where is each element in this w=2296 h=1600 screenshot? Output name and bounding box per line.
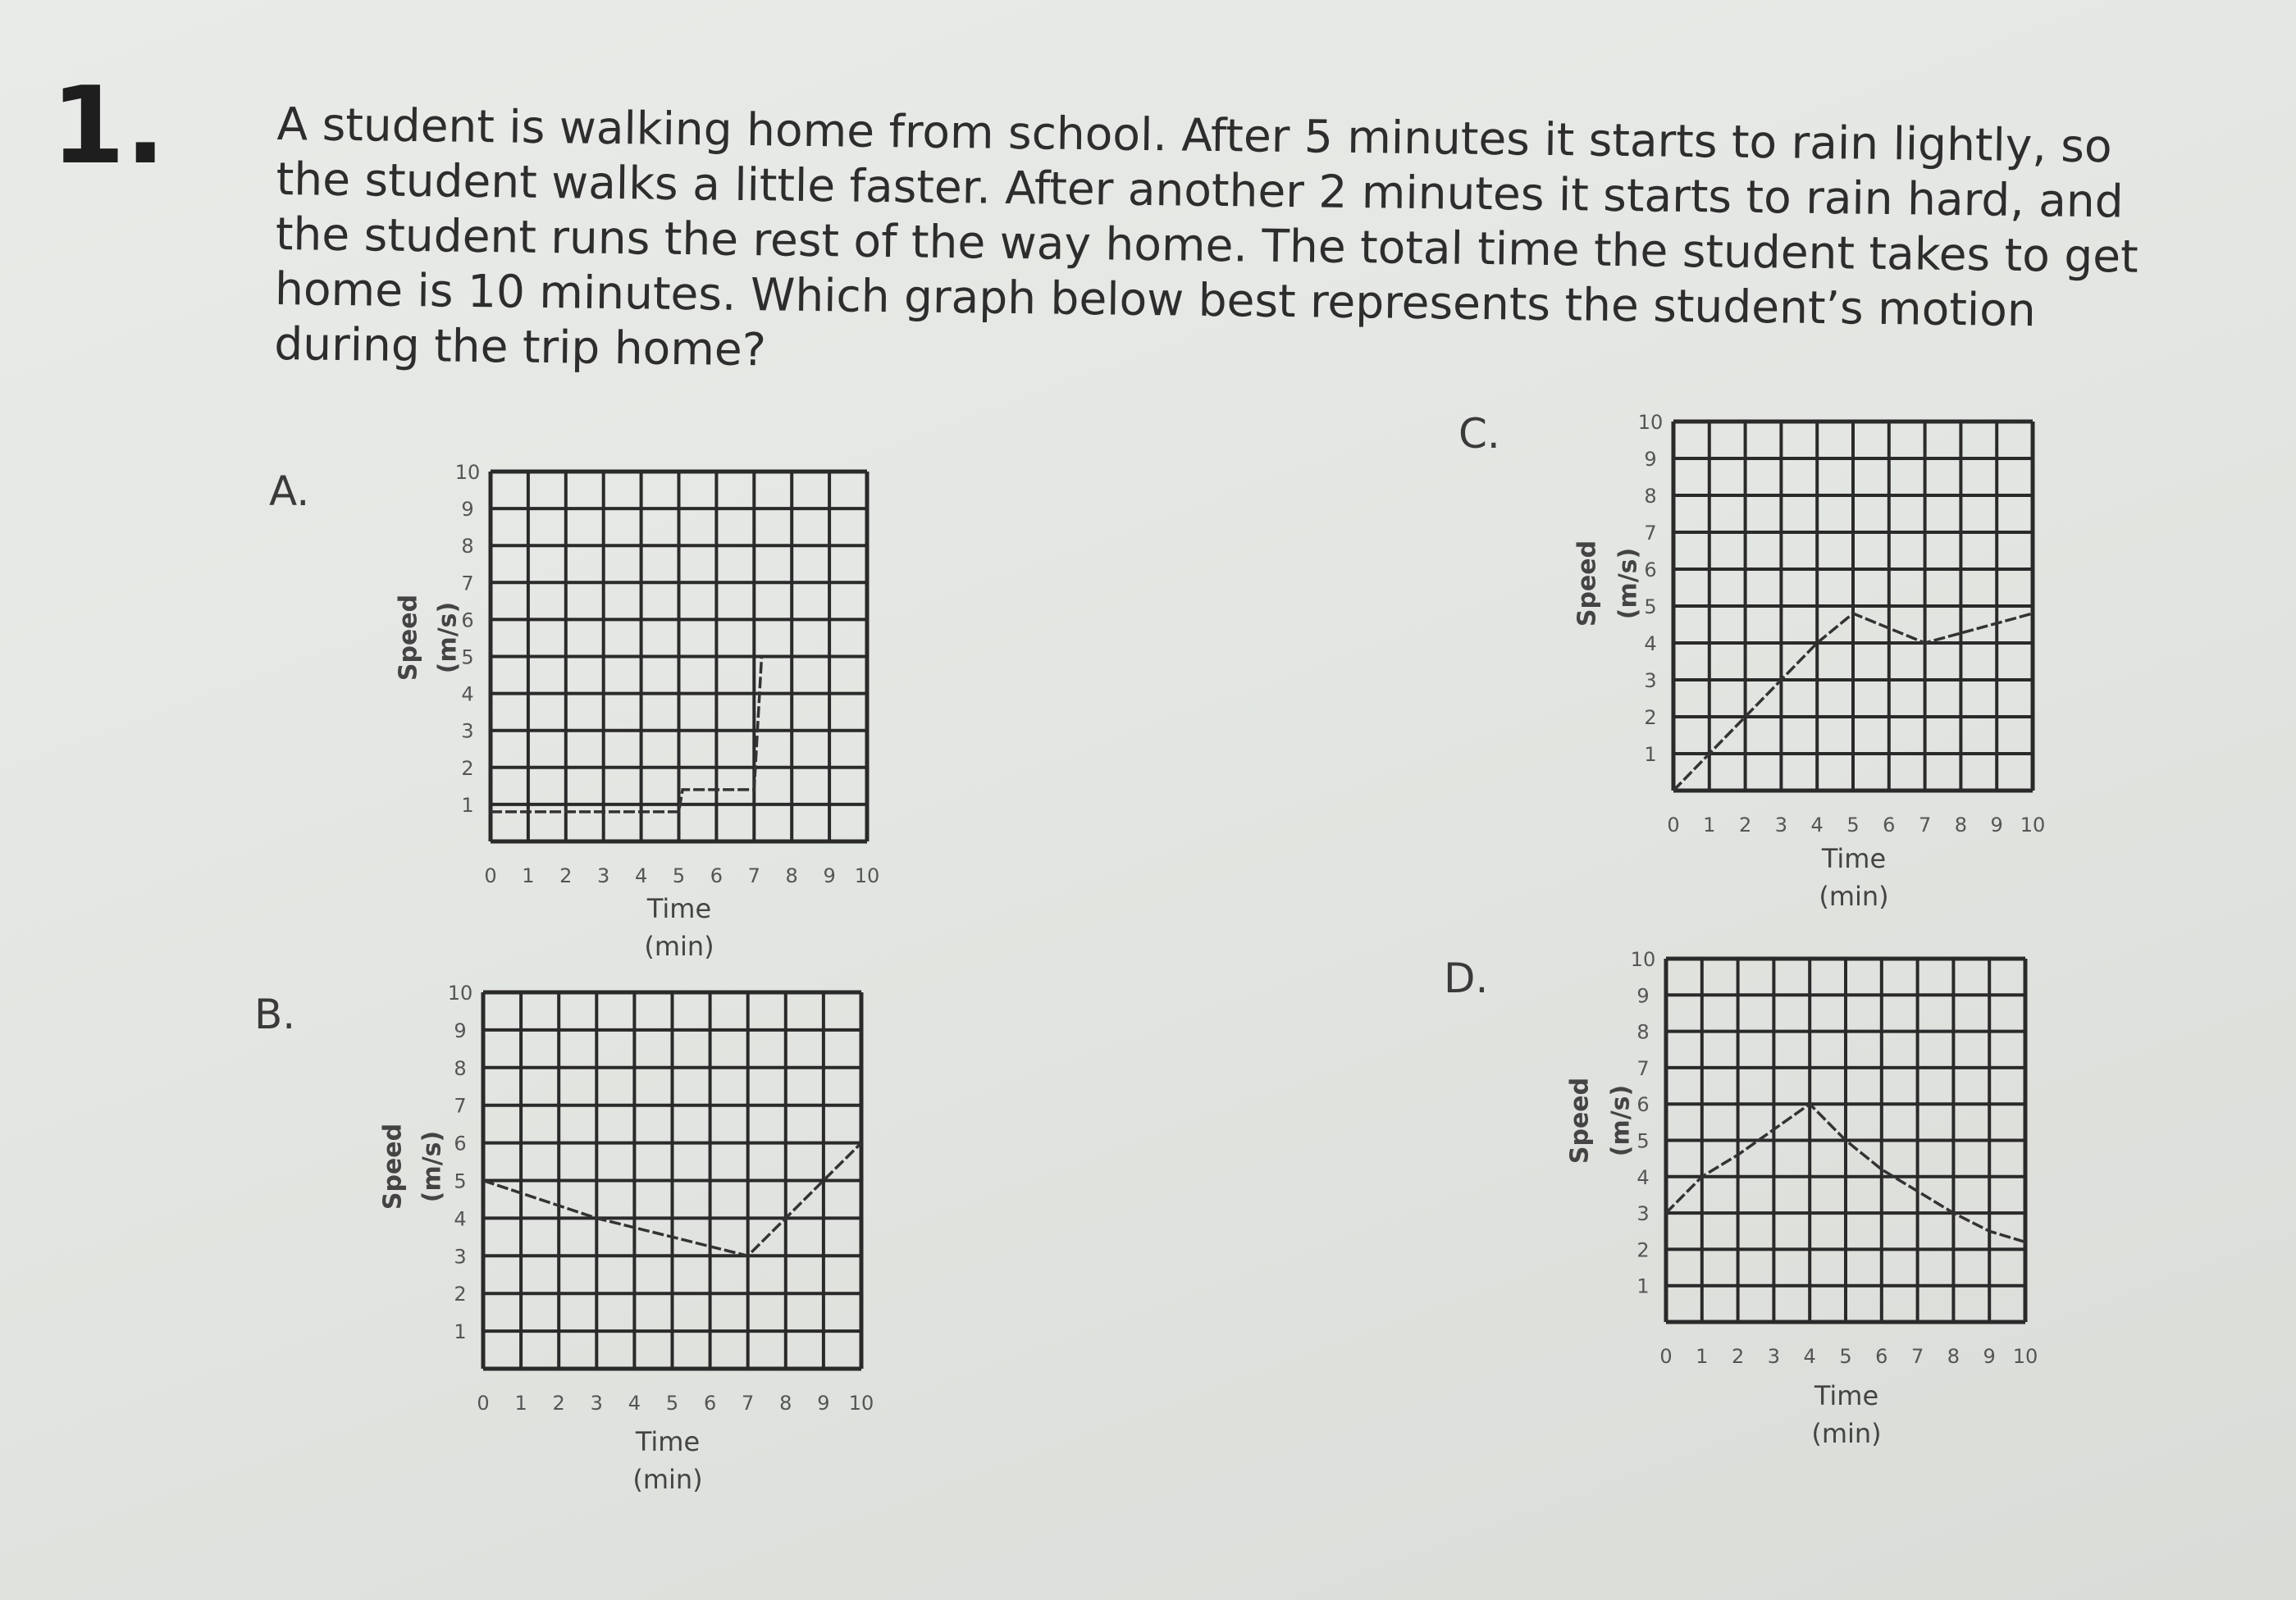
y-axis-unit: (m/s) bbox=[433, 601, 463, 674]
x-tick-label: 3 bbox=[590, 1392, 603, 1415]
y-axis-label: Speed bbox=[378, 1123, 408, 1210]
x-tick-label: 4 bbox=[1810, 814, 1824, 836]
x-tick-label: 9 bbox=[817, 1392, 830, 1415]
x-tick-label: 8 bbox=[1947, 1345, 1961, 1368]
x-axis-unit: (min) bbox=[632, 1464, 703, 1495]
x-tick-label: 9 bbox=[823, 864, 836, 887]
x-tick-label: 3 bbox=[1767, 1345, 1781, 1368]
x-tick-label: 2 bbox=[1738, 814, 1752, 836]
x-tick-label: 1 bbox=[1703, 814, 1716, 836]
y-axis-unit: (m/s) bbox=[1606, 1084, 1636, 1157]
x-tick-label: 6 bbox=[703, 1392, 717, 1415]
x-axis-label: Time bbox=[635, 1426, 701, 1457]
graph-c bbox=[1550, 397, 2075, 922]
y-tick-label: 8 bbox=[1644, 485, 1657, 508]
x-tick-label: 3 bbox=[597, 864, 610, 887]
y-tick-label: 4 bbox=[461, 682, 474, 706]
y-tick-label: 3 bbox=[454, 1245, 467, 1269]
y-axis-unit: (m/s) bbox=[1614, 547, 1643, 620]
y-tick-label: 10 bbox=[447, 982, 473, 1005]
x-axis-unit: (min) bbox=[1811, 1418, 1882, 1449]
x-tick-label: 2 bbox=[559, 864, 573, 887]
y-tick-label: 7 bbox=[461, 572, 474, 595]
y-tick-label: 7 bbox=[1636, 1056, 1650, 1080]
question-text: A student is walking home from school. After 5 minutes it starts to rain lightly, so the student walks a little faster. After another 2 minutes it starts to rain hard, and the student runs the rest of the way home. The total time the student takes to get home is 10 minutes. Which graph below best represents the student’s motion during the trip home? bbox=[273, 97, 2139, 376]
y-tick-label: 2 bbox=[461, 756, 474, 780]
y-tick-label: 9 bbox=[454, 1019, 467, 1042]
y-tick-label: 10 bbox=[1637, 411, 1664, 434]
y-tick-label: 4 bbox=[1636, 1165, 1650, 1189]
y-tick-label: 4 bbox=[1644, 632, 1657, 655]
x-tick-label: 2 bbox=[1731, 1345, 1745, 1368]
x-tick-label: 4 bbox=[628, 1392, 641, 1415]
graph-d bbox=[1543, 934, 2068, 1459]
y-axis-unit: (m/s) bbox=[418, 1130, 447, 1203]
x-tick-label: 7 bbox=[1910, 1345, 1924, 1368]
x-tick-label: 0 bbox=[1667, 814, 1680, 836]
option-d-label[interactable]: D. bbox=[1444, 955, 1489, 1002]
option-b-label[interactable]: B. bbox=[254, 991, 296, 1038]
x-tick-label: 5 bbox=[1839, 1345, 1852, 1368]
y-tick-label: 9 bbox=[1636, 984, 1650, 1008]
option-a-label[interactable]: A. bbox=[269, 467, 310, 515]
x-tick-label: 0 bbox=[1659, 1345, 1673, 1368]
x-tick-label: 6 bbox=[710, 864, 723, 887]
y-tick-label: 2 bbox=[1636, 1238, 1650, 1262]
x-tick-label: 1 bbox=[1696, 1345, 1709, 1368]
x-tick-label: 4 bbox=[1803, 1345, 1816, 1368]
y-tick-label: 10 bbox=[1630, 948, 1656, 971]
y-axis-label: Speed bbox=[1565, 1077, 1595, 1165]
x-tick-label: 10 bbox=[854, 864, 880, 887]
x-tick-label: 7 bbox=[1918, 814, 1932, 836]
y-tick-label: 9 bbox=[1644, 448, 1657, 471]
x-tick-label: 6 bbox=[1875, 1345, 1888, 1368]
x-tick-label: 3 bbox=[1774, 814, 1788, 836]
x-tick-label: 8 bbox=[779, 1392, 792, 1415]
x-tick-label: 0 bbox=[477, 1392, 490, 1415]
x-tick-label: 9 bbox=[1990, 814, 2003, 836]
y-tick-label: 5 bbox=[461, 645, 474, 669]
y-tick-label: 2 bbox=[1644, 706, 1657, 729]
x-tick-label: 10 bbox=[848, 1392, 874, 1415]
y-tick-label: 9 bbox=[461, 498, 474, 522]
y-tick-label: 5 bbox=[1636, 1129, 1650, 1153]
graph-a bbox=[367, 447, 901, 962]
x-tick-label: 8 bbox=[785, 864, 798, 887]
x-tick-label: 8 bbox=[1954, 814, 1968, 836]
y-tick-label: 2 bbox=[454, 1283, 467, 1306]
question-number: 1. bbox=[51, 63, 166, 188]
y-tick-label: 3 bbox=[1636, 1202, 1650, 1226]
y-tick-label: 10 bbox=[454, 461, 481, 484]
y-tick-label: 3 bbox=[461, 719, 474, 743]
y-tick-label: 1 bbox=[454, 1320, 467, 1344]
x-tick-label: 0 bbox=[484, 864, 497, 887]
y-axis-label: Speed bbox=[1573, 540, 1602, 627]
x-axis-label: Time bbox=[646, 893, 712, 924]
y-axis-label: Speed bbox=[394, 594, 423, 681]
option-c-label[interactable]: C. bbox=[1458, 410, 1500, 458]
x-tick-label: 5 bbox=[672, 864, 686, 887]
y-tick-label: 1 bbox=[1644, 743, 1657, 766]
x-tick-label: 1 bbox=[514, 1392, 527, 1415]
y-tick-label: 5 bbox=[454, 1169, 467, 1193]
x-axis-label: Time bbox=[1814, 1380, 1879, 1411]
x-tick-label: 10 bbox=[2020, 814, 2046, 836]
x-axis-label: Time bbox=[1821, 843, 1887, 874]
x-tick-label: 10 bbox=[2012, 1345, 2038, 1368]
x-tick-label: 1 bbox=[522, 864, 535, 887]
y-tick-label: 1 bbox=[461, 793, 474, 817]
x-tick-label: 5 bbox=[1846, 814, 1860, 836]
y-tick-label: 8 bbox=[1636, 1020, 1650, 1044]
x-tick-label: 6 bbox=[1883, 814, 1896, 836]
y-tick-label: 1 bbox=[1636, 1274, 1650, 1298]
graph-b bbox=[360, 968, 893, 1525]
y-tick-label: 3 bbox=[1644, 669, 1657, 692]
x-tick-label: 7 bbox=[742, 1392, 755, 1415]
y-tick-label: 8 bbox=[454, 1056, 467, 1080]
x-axis-unit: (min) bbox=[1819, 881, 1889, 912]
y-tick-label: 8 bbox=[461, 535, 474, 558]
y-tick-label: 6 bbox=[454, 1132, 467, 1156]
x-tick-label: 5 bbox=[665, 1392, 679, 1415]
x-axis-unit: (min) bbox=[644, 931, 714, 962]
speed-line bbox=[491, 657, 761, 812]
y-tick-label: 7 bbox=[454, 1094, 467, 1118]
y-tick-label: 4 bbox=[454, 1207, 467, 1231]
y-tick-label: 6 bbox=[1636, 1093, 1650, 1117]
x-tick-label: 4 bbox=[634, 864, 648, 887]
x-tick-label: 9 bbox=[1983, 1345, 1996, 1368]
x-tick-label: 2 bbox=[552, 1392, 565, 1415]
y-tick-label: 6 bbox=[1644, 558, 1657, 581]
y-tick-label: 5 bbox=[1644, 595, 1657, 618]
y-tick-label: 7 bbox=[1644, 522, 1657, 545]
x-tick-label: 7 bbox=[747, 864, 760, 887]
y-tick-label: 6 bbox=[461, 609, 474, 632]
